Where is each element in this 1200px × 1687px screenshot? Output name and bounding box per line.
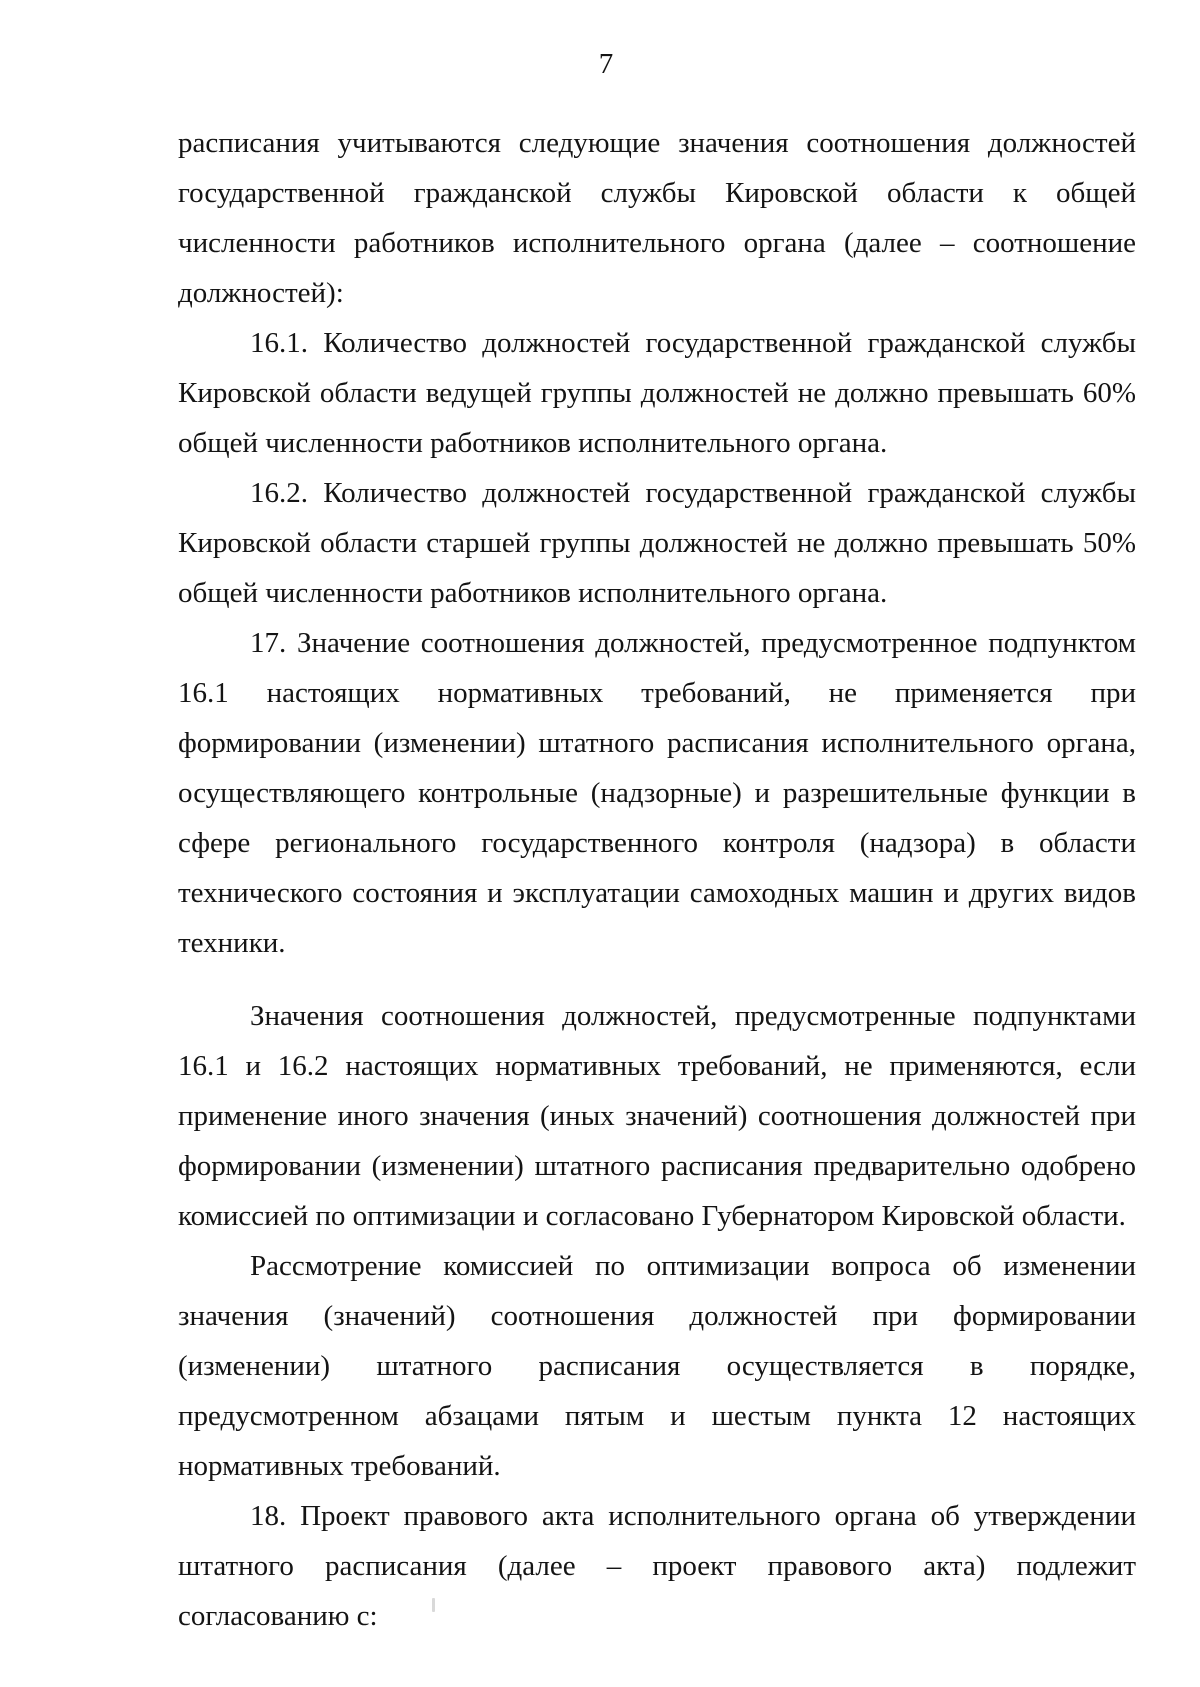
paragraph-intro-continuation: расписания учитываются следующие значения соотношения должностей государственной гражданской службы Кировской области к общей численности работников исполнительного органа (далее – соотношение должностей): xyxy=(178,127,1136,309)
page-number: 7 xyxy=(598,48,614,80)
scan-artifact-mark xyxy=(432,1598,435,1612)
paragraph-18: 18. Проект правового акта исполнительного органа об утверждении штатного расписания (далее – проект правового акта) подлежит согласованию с: xyxy=(178,1500,1136,1632)
paragraph-16-2: 16.2. Количество должностей государственной гражданской службы Кировской области старшей группы должностей не должно превышать 50% общей численности работников исполнительного органа. xyxy=(178,477,1136,609)
paragraph-values-exception: Значения соотношения должностей, предусмотренные подпунктами 16.1 и 16.2 настоящих нормативных требований, не применяются, если применение иного значения (иных значений) соотношения должностей при формировании (изменении) штатного расписания предварительно одобрено комиссией по оптимизации и согласовано Губернатором Кировской области. xyxy=(178,1000,1136,1232)
paragraph-commission-review: Рассмотрение комиссией по оптимизации вопроса об изменении значения (значений) соотношения должностей при формировании (изменении) штатного расписания осуществляется в порядке, предусмотренном абзацами пятым и шестым пункта 12 настоящих нормативных требований. xyxy=(178,1250,1136,1482)
document-body xyxy=(178,118,1136,1641)
paragraph-17: 17. Значение соотношения должностей, предусмотренное подпунктом 16.1 настоящих нормативных требований, не применяется при формировании (изменении) штатного расписания исполнительного органа, осуществляющего контрольные (надзорные) и разрешительные функции в сфере регионального государственного контроля (надзора) в области технического состояния и эксплуатации самоходных машин и других видов техники. xyxy=(178,627,1136,959)
paragraph-16-1: 16.1. Количество должностей государственной гражданской службы Кировской области ведущей группы должностей не должно превышать 60% общей численности работников исполнительного органа. xyxy=(178,327,1136,459)
